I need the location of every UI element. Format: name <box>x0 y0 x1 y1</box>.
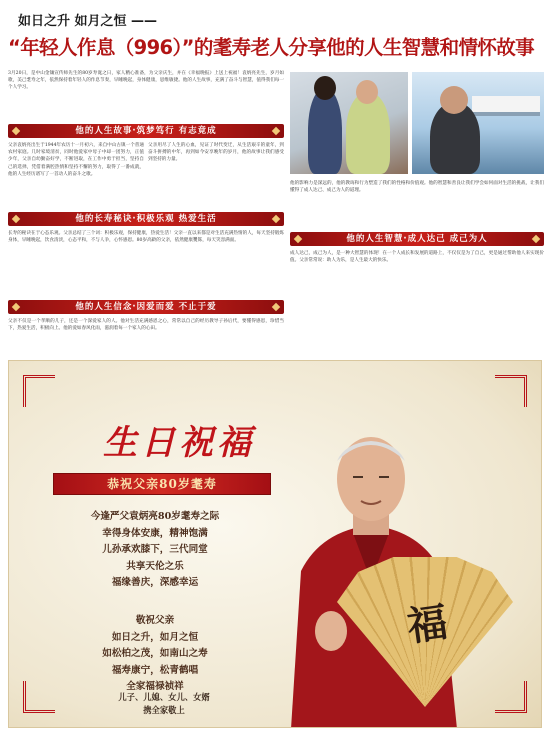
signature-line: 携全家敬上 <box>143 705 185 715</box>
body-paragraph-3: 父亲不仅是一个孝顺的儿子，还是一个深爱家人的人。他对生活充满感恩之心，常常以自己的经历教导子孙后代，要懂得感恩，珍惜当下，热爱生活，积极向上。他的爱如春风化雨，滋润着每一个家人的心田。 <box>8 319 284 332</box>
poem-line: 敬祝父亲 <box>135 615 175 626</box>
poem-line: 幸得身体安康，精神饱满 <box>102 527 208 539</box>
signature-block <box>89 691 239 717</box>
corner-ornament <box>495 681 527 713</box>
headline: “年轻人作息（996）”的耄寿老人分享他的人生智慧和情怀故事 <box>8 36 535 59</box>
poem-line: 如日之升，如月之恒 <box>111 631 199 643</box>
body-paragraph-4: 他的影响力是深远的，他的教诲和行为塑造了我们的性格和价值观。他的智慧和善良让我们学会如何面对生活的挑战，让我们懂得了成人达己、成己为人的道理。 <box>290 181 544 194</box>
poem-line: 如松柏之茂，如南山之寿 <box>102 648 208 659</box>
poem-line: 福缘善庆，深感幸运 <box>111 577 199 588</box>
photo-strip <box>290 72 544 174</box>
section-heading-story: 他的人生故事·筑梦笃行 有志竟成 <box>8 124 284 138</box>
poem-line: 福寿康宁，松青鹤唱 <box>111 664 199 676</box>
poem-block-1 <box>75 509 235 592</box>
poem-line: 共享天伦之乐 <box>126 560 184 572</box>
kicker: 如日之升 如月之恒 —— <box>18 14 158 29</box>
photo-cruise <box>412 72 544 174</box>
photo-couple <box>290 72 408 174</box>
birthday-greeting-panel <box>8 360 542 728</box>
section-heading-wisdom: 他的人生智慧·成人达己 成己为人 <box>290 232 544 246</box>
body-paragraph-1: 父亲袁炳亮出生于1944年农历十一月初六，来自中山古镇一个普通农村家庭。几时家境清贫，同时他爱家中母子中却一团努力，正值少年，父亲自幼勤奋好学，不断进取，在工作中勇于担当，坚持自己的选择，凭借着满腔热情和坚持不懈的努力，取得了一番成就，他的人生经历谱写了一首动人的奋斗之歌。 <box>8 143 144 177</box>
corner-ornament <box>495 375 527 407</box>
birthday-banner: 恭祝父亲80岁耄寿 <box>53 473 271 495</box>
body-paragraph-1b: 父亲用尽了人生的心血，见证了时代变迁，从生活艰辛的童年，到奋斗拼搏的中年，再到如今安享晚年的岁月，他的故事让我们感受到坚持的力量。 <box>148 143 284 163</box>
poem-block-2 <box>75 613 235 696</box>
corner-ornament <box>23 375 55 407</box>
body-paragraph-2: 长寿的秘诀在于心态乐观。父亲总结了三个词：积极乐观，保持健康，热爱生活！父亲一直以来都是对生活充满热情的人，每天坚持锻炼身体，早睡晚起，饮食清淡，心态平和，不与人争，心怀感恩。80岁高龄的父亲，依然健康矍铄，每天笑容满面。 <box>8 231 284 244</box>
corner-ornament <box>23 681 55 713</box>
fan-calligraphy: 福 <box>404 598 451 651</box>
signature-line: 儿子、儿媳、女儿、女婿 <box>118 692 210 702</box>
poem-line: 全家福禄祯祥 <box>126 681 184 692</box>
hand <box>315 611 347 651</box>
poem-line: 儿孙承欢膝下，三代同堂 <box>102 544 208 555</box>
section-heading-belief: 他的人生信念·因爱而爱 不止于爱 <box>8 300 284 314</box>
lead-paragraph: 3月20日，是中山金镶宣传师先生的80岁寿诞之日，家人精心准备，为父亲庆生，并在《幸福晚报》上送上祝福！袁炳亮先生，岁月如歌，美己耄寿之年，依然保持着年轻人的作息节奏，早睡晚起，身体健康，思维敏捷。他的人生故事，充满了奋斗与智慧，值得我们每一个人学习。 <box>8 71 284 90</box>
section-heading-longevity: 他的长寿秘诀·积极乐观 热爱生活 <box>8 212 284 226</box>
birthday-title: 生日祝福 <box>103 423 255 463</box>
poem-line: 今逢严父袁炳亮80岁耄寿之际 <box>90 511 220 522</box>
body-paragraph-5: 成人达己，成己为人，是一种大智慧的体现！在一个人成长和发展的道路上，不仅仅是为了自己，更是通过帮助他人来实现价值。父亲常常说：助人为乐，是人生最大的快乐。 <box>290 251 544 264</box>
